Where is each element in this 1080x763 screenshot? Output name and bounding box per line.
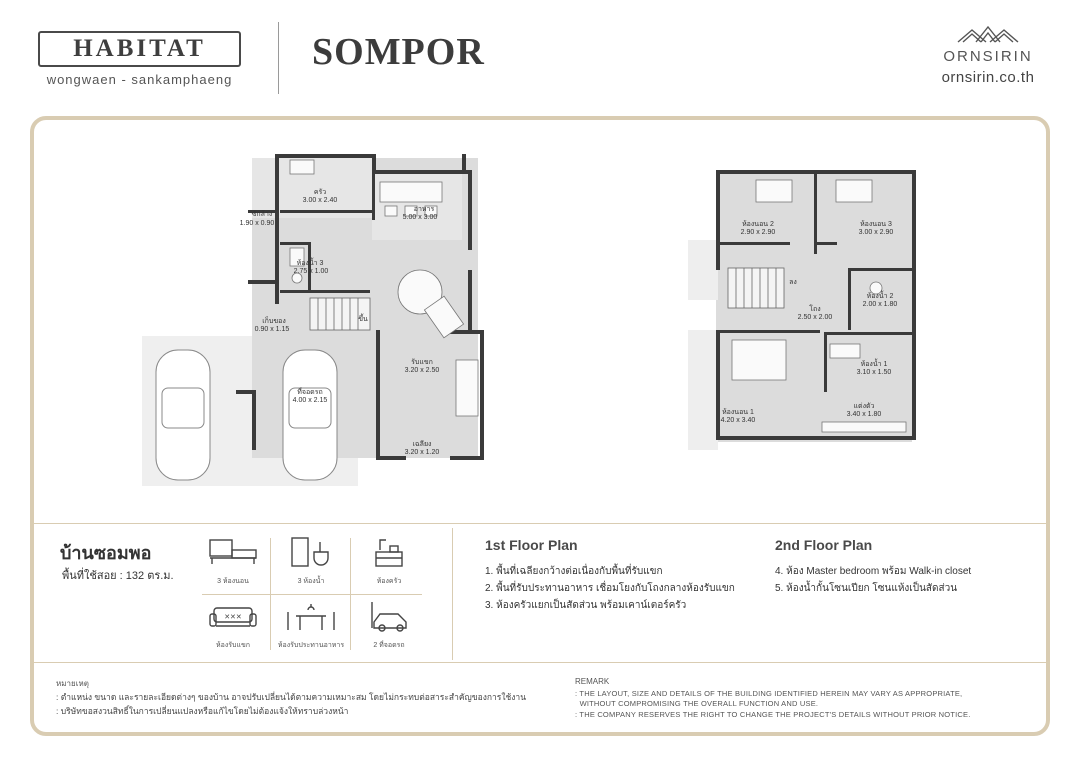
feature-kitchen (352, 532, 426, 592)
room-label: อาหาร (413, 206, 435, 213)
room-label: ครัว (313, 189, 327, 196)
room-label: ห้องนอน 2 (742, 221, 774, 228)
room-size: 3.40 x 1.80 (846, 411, 882, 418)
room-size: 3.00 x 2.40 (302, 197, 338, 204)
room-label: ห้องน้ำ 2 (866, 293, 894, 300)
feature-label: 2 ที่จอดรถ (373, 642, 405, 649)
room-size: 2.75 x 1.00 (293, 268, 329, 275)
feature-label: ห้องครัว (376, 578, 402, 585)
remark-en-title: REMARK (575, 677, 610, 686)
feature-bedrooms (196, 532, 270, 592)
brand-subtitle: wongwaen - sankamphaeng (46, 72, 233, 87)
header-divider (278, 22, 279, 94)
room-label: ห้องน้ำ 3 (296, 260, 324, 267)
room-label: ห้องนอน 1 (722, 409, 754, 416)
room-size: 3.10 x 1.50 (856, 369, 892, 376)
remark-en-line: WITHOUT COMPROMISING THE OVERALL FUNCTION AND USE. (575, 699, 819, 708)
plan2-item: 5. ห้องน้ำกั้นโซนเปียก โซนแห้งเป็นสัดส่วน (775, 583, 958, 594)
divider-plans (34, 523, 1046, 524)
room-label: เก็บของ (262, 318, 286, 325)
developer-name: ORNSIRIN (943, 48, 1033, 65)
room-label: โถง (809, 306, 821, 313)
room-label: ซักล้าง (251, 211, 273, 218)
plan2-title: 2nd Floor Plan (775, 537, 873, 553)
floor1-stairs (310, 298, 370, 330)
project-title: SOMPOR (312, 31, 485, 73)
remark-th-line: : บริษัทขอสงวนสิทธิ์ในการเปลี่ยนแปลงหรือแก้ไขโดยไม่ต้องแจ้งให้ทราบล่วงหน้า (56, 706, 349, 716)
bed-icon (196, 536, 270, 568)
feature-label: 3 ห้องนอน (217, 578, 249, 585)
first-floor-plan (140, 150, 500, 490)
brand-name: HABITAT (73, 35, 206, 62)
room-size: 4.20 x 3.40 (720, 417, 756, 424)
house-area: พื้นที่ใช้สอย : 132 ตร.ม. (62, 570, 174, 582)
remark-th-line: : ตำแหน่ง ขนาด และรายละเอียดต่างๆ ของบ้าน อาจปรับเปลี่ยนได้ตามความเหมาะสม โดยไม่กระทบต่อสาระสำคัญของการใช้งาน (56, 692, 527, 702)
features-grid (196, 532, 428, 656)
room-size: 3.20 x 2.50 (404, 367, 440, 374)
room-label: ที่จอดรถ (297, 389, 323, 396)
feature-label: 3 ห้องน้ำ (297, 578, 325, 585)
remark-en-line: : THE COMPANY RESERVES THE RIGHT TO CHANGE THE PROJECT'S DETAILS WITHOUT PRIOR NOTICE. (575, 710, 971, 719)
bathroom-icon (274, 536, 348, 568)
room-size: 3.00 x 2.90 (858, 229, 894, 236)
stair-direction-label: ลง (789, 279, 797, 286)
plan1-item: 3. ห้องครัวแยกเป็นสัดส่วน พร้อมเคาน์เตอร์ครัว (485, 600, 687, 611)
feature-bathrooms (274, 532, 348, 592)
room-size: 5.00 x 3.00 (402, 214, 438, 221)
ornsirin-roof-icon (950, 24, 1026, 44)
developer-url[interactable]: ornsirin.co.th (941, 69, 1035, 86)
room-size: 3.20 x 1.20 (404, 449, 440, 456)
plan1-item: 2. พื้นที่รับประทานอาหาร เชื่อมโยงกับโถงกลางห้องรับแขก (485, 583, 735, 594)
divider-footer (34, 662, 1046, 663)
room-label: แต่งตัว (853, 403, 875, 410)
feature-dining (274, 596, 348, 656)
room-size: 2.00 x 1.80 (862, 301, 898, 308)
room-size: 4.00 x 2.15 (292, 397, 328, 404)
room-size: 2.90 x 2.90 (740, 229, 776, 236)
habitat-logo (38, 31, 241, 67)
room-label: ห้องนอน 3 (860, 221, 892, 228)
svg-text:✕✕✕: ✕✕✕ (224, 613, 242, 621)
house-name: บ้านซอมพอ (60, 543, 152, 563)
floor2-stairs (728, 268, 784, 308)
car-icon (352, 600, 426, 632)
plan1-item: 1. พื้นที่เฉลียงกว้างต่อเนื่องกับพื้นที่รับแขก (485, 566, 663, 577)
room-label: ห้องน้ำ 1 (860, 361, 888, 368)
kitchen-icon (352, 536, 426, 568)
dining-icon (274, 600, 348, 632)
feature-living (196, 596, 270, 656)
plan2-item: 4. ห้อง Master bedroom พร้อม Walk-in closet (775, 566, 972, 577)
feature-label: ห้องรับแขก (216, 642, 250, 649)
room-size: 0.90 x 1.15 (254, 326, 290, 333)
remark-th-title: หมายเหตุ (56, 679, 89, 688)
room-size: 1.90 x 0.90 (239, 220, 275, 227)
room-label: เฉลียง (412, 441, 432, 448)
plan1-title: 1st Floor Plan (485, 537, 578, 553)
stair-direction-label: ขึ้น (358, 316, 368, 323)
second-floor-plan (680, 150, 940, 470)
room-size: 2.50 x 2.00 (797, 314, 833, 321)
room-label: รับแขก (411, 359, 433, 366)
sofa-icon (196, 600, 270, 632)
feature-label: ห้องรับประทานอาหาร (277, 642, 345, 649)
remark-en-line: : THE LAYOUT, SIZE AND DETAILS OF THE BUILDING IDENTIFIED HEREIN MAY VARY AS APPROPRIATE, (575, 689, 963, 698)
feature-parking (352, 596, 426, 656)
divider-vertical (452, 528, 453, 660)
